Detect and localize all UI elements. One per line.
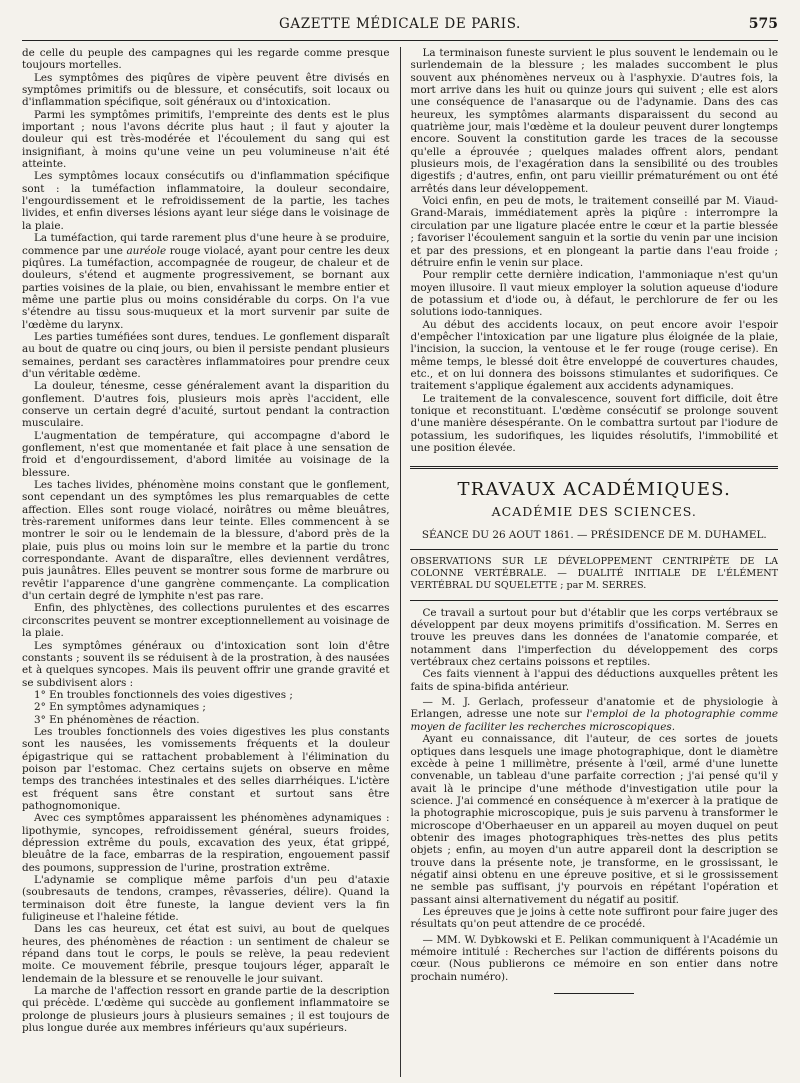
paragraph: L'augmentation de température, qui accompagne d'abord le gonflement, n'est que momentanée et fait place à une sensation de froid et d'engourdissement, d'abord limitée au voisinage de la blessure. [22,429,390,479]
text-run: La tuméfaction, qui tarde rarement plus d'une heure à se produire, commence par une [22,232,390,257]
paragraph: Dans les cas heureux, cet état est suivi, au bout de quelques heures, des phénomènes de réaction : un sentiment de chaleur se répand dans tout le corps, le pouls se relève, la peau redevient moite. Ce mouvement fébrile, presque toujours léger, apparaît le lendemain de la blessure et se renouvelle le jour suivant. [22,923,390,985]
paragraph: Les symptômes locaux consécutifs ou d'inflammation spécifique sont : la tuméfaction inflammatoire, la douleur secondaire, l'engourdissement et le refroidissement de la partie, les taches livides, et enfin diverses lésions ayant leur siége dans le voisinage de la plaie. [22,170,390,232]
end-rule [554,993,634,994]
paragraph: Le traitement de la convalescence, souvent fort difficile, doit être tonique et reconstituant. L'œdème consécutif se prolonge souvent d'une manière désespérante. On le combattra surtout par l'iodure de potassium, les sudorifiques, les liquides résolutifs, l'immobilité et une position élevée. [410,392,778,454]
journal-title: GAZETTE MÉDICALE DE PARIS. [279,16,521,32]
paragraph: Parmi les symptômes primitifs, l'empreinte des dents est le plus important ; nous l'avons décrite plus haut ; il faut y ajouter la douleur qui est très-modérée et l'écoulement du sang qui est insignifiant, à moins qu'une veine un peu volumineuse n'ait été atteinte. [22,108,390,171]
left-column [22,47,390,1077]
paragraph [22,232,390,331]
paragraph: La marche de l'affection ressort en grande partie de la description qui précède. L'œdème qui succède au gonflement inflammatoire se prolonge de plusieurs jours à plusieurs semaines ; il est toujours de plus longue durée aux membres inférieurs qu'aux supérieurs. [22,985,390,1035]
paragraph: La douleur, ténesme, cesse généralement avant la disparition du gonflement. D'autres fois, plusieurs mois après l'accident, elle conserve un certain degré d'acuité, surtout pendant la contraction musculaire. [22,380,390,430]
text-run: — M. J. Gerlach, professeur d'anatomie et de physiologie à Erlangen, adresse une note sur [410,696,778,721]
paragraph: Ces faits viennent à l'appui des déductions auxquelles prêtent les faits de spina-bifida antérieur. [410,668,778,693]
paragraph: de celle du peuple des campagnes qui les regarde comme presque toujours mortelles. [22,47,390,72]
divider [410,549,778,550]
section-rule [410,466,778,469]
italic-title: l'emploi de la photographie comme moyen de faciliter les recherches microscopiques. [410,708,778,733]
paragraph: Les taches livides, phénomène moins constant que le gonflement, sont cependant un des symptômes les plus remarquables de cette affection. Elles sont rouge violacé, noirâtres ou même bleuâtres, très-rarement uniformes dans leur teinte. Elles commencent à se montrer le soir ou le lendemain de la blessure, d'abord près de la plaie, puis plus ou moins loin sur le membre et la partie du tronc correspondante. Avant de disparaître, elles deviennent verdâtres, puis jaunâtres. Elles peuvent se montrer sous forme de marbrure ou revêtir l'apparence d'une gangrène commençante. La complication d'un certain degré de lymphite n'est pas rare. [22,479,390,603]
paragraph: Ce travail a surtout pour but d'établir que les corps vertébraux se développent par deux moyens primitifs d'ossification. M. Serres en trouve les preuves dans les données de l'anatomie comparée, et notamment dans l'imperfection du développement des corps vertébraux chez certains poissons et reptiles. [410,606,778,669]
paragraph: Voici enfin, en peu de mots, le traitement conseillé par M. Viaud-Grand-Marais, immédiatement après la piqûre : interrompre la circulation par une ligature placée entre le cœur et la partie blessée ; favoriser l'écoulement sanguin et la sortie du venin par une incision et par des pressions, et en plongeant la partie dans l'eau froide ; détruire enfin le venin sur place. [410,195,778,269]
paragraph: Pour remplir cette dernière indication, l'ammoniaque n'est qu'un moyen illusoire. Il vaut mieux employer la solution aqueuse d'iodure de potassium et d'iode ou, à défaut, le perchlorure de fer ou les solutions iodo-tanniques. [410,269,778,319]
paragraph: Au début des accidents locaux, on peut encore avoir l'espoir d'empêcher l'intoxication par une ligature plus éloignée de la plaie, l'incision, la succion, la ventouse et le fer rouge (rouge cerise). En même temps, le blessé doit être enveloppé de couvertures chaudes, etc., et on lui donnera des boissons stimulantes et sudorifiques. Ce traitement s'applique également aux accidents adynamiques. [410,318,778,393]
right-column [410,47,778,1077]
paragraph: Les troubles fonctionnels des voies digestives les plus constants sont les nausées, les vomissements fréquents et la douleur épigastrique qui se rattachent probablement à l'élimination du poison par l'estomac. Chez certains sujets on observe en même temps des tranchées intestinales et des selles diarrhéiques. L'ictère est fréquent sans être constant et surtout sans être pathognomonique. [22,725,390,812]
article-title: OBSERVATIONS SUR LE DÉVELOPPEMENT CENTRIPÈTE DE LA COLONNE VERTÉBRALE. — DUALITÉ INITIALE DE L'ÉLÉMENT VERTÉBRAL DU SQUELETTE ; par M. SERRES. [410,556,778,591]
paragraph: Les symptômes des piqûres de vipère peuvent être divisés en symptômes primitifs ou de blessure, et consécutifs, soit locaux ou d'inflammation spécifique, soit généraux ou d'intoxication. [22,71,390,109]
paragraph: Les parties tuméfiées sont dures, tendues. Le gonflement disparaît au bout de quatre ou cinq jours, ou bien il persiste pendant plusieurs semaines, perdant ses caractères inflammatoires pour prendre ceux d'un véritable œdème. [22,330,390,380]
page-header [22,14,778,41]
paragraph: Enfin, des phlyctènes, des collections purulentes et des escarres circonscrites peuvent se montrer exceptionnellement au voisinage de la plaie. [22,602,390,640]
list-item: 3° En phénomènes de réaction. [34,713,200,726]
section-title: TRAVAUX ACADÉMIQUES. [457,479,731,501]
italic-term: auréole [126,244,167,257]
list-item: 1° En troubles fonctionnels des voies digestives ; [34,688,293,701]
columns [22,47,778,1077]
divider [410,600,778,601]
paragraph: Les symptômes généraux ou d'intoxication sont loin d'être constants ; souvent ils se réduisent à de la prostration, à des nausées et à quelques syncopes. Mais ils peuvent offrir une grande gravité et se subdivisent alors : [22,639,390,689]
session-line: SÉANCE DU 26 AOUT 1861. — PRÉSIDENCE DE M. DUHAMEL. [421,529,767,542]
list-item: 2° En symptômes adynamiques ; [34,701,206,714]
paragraph: — MM. W. Dybkowski et E. Pelikan communiquent à l'Académie un mémoire intitulé : Recherches sur l'action de différents poisons du cœur. (Nous publierons ce mémoire en son entier dans notre prochain numéro). [410,933,778,983]
text-run: rouge violacé, ayant pour centre les deux piqûres. La tuméfaction, accompagnée de rougeur, de chaleur et de douleurs, s'étend et augmente progressivement, se bornant aux parties voisines de la plaie, ou bien, envahissant le membre entier et même une partie plus ou moins considérable du corps. On l'a vue s'étendre au tissu sous-muqueux et la mort survenir par suite de l'œdème du larynx. [22,244,390,331]
paragraph: Avec ces symptômes apparaissent les phénomènes adynamiques : lipothymie, syncopes, refroidissement général, sueurs froides, dépression extrême du pouls, excavation des yeux, état grippé, bleuâtre de la face, embarras de la respiration, engouement passif des poumons, suppression de l'urine, prostration extrême. [22,812,390,874]
paragraph [410,696,778,733]
paragraph: La terminaison funeste survient le plus souvent le lendemain ou le surlendemain de la blessure ; les malades succombent le plus souvent aux phénomènes nerveux ou à l'asphyxie. D'autres fois, la mort arrive dans les huit ou quinze jours qui suivent ; elle est alors une conséquence de l'anasarque ou de l'adynamie. Dans des cas heureux, les symptômes alarmants disparaissent du second au quatrième jour, mais l'œdème et la douleur peuvent durer longtemps encore. Souvent la constitution garde les traces de la secousse qu'elle a éprouvée ; quelques malades offrent alors, pendant plusieurs mois, de l'exagération dans la sensibilité ou des troubles digestifs ; d'autres, enfin, ont paru vieillir prématurément ou ont été arrêtés dans leur développement. [410,47,778,195]
academy-heading: ACADÉMIE DES SCIENCES. [491,504,697,520]
paragraph: L'adynamie se complique même parfois d'un peu d'ataxie (soubresauts de tendons, crampes, rêvasseries, délire). Quand la terminaison doit être funeste, la langue devient vers la fin fuligineuse et l'haleine fétide. [22,874,390,924]
page-number: 575 [748,16,778,32]
paragraph: Les épreuves que je joins à cette note suffiront pour faire juger des résultats qu'on peut attendre de ce procédé. [410,905,778,931]
paragraph: Ayant eu connaissance, dit l'auteur, de ces sortes de jouets optiques dans lesquels une image photographique, dont le diamètre excède à peine 1 millimètre, présente à l'œil, armé d'une lunette convenable, un tableau d'une parfaite correction ; j'ai pensé qu'il y avait là le principe d'une méthode d'investigation utile pour la science. J'ai commencé en conséquence à m'exercer à la pratique de la photographie microscopique, puis je suis parvenu à transformer le microscope d'Oberhaeuser en un appareil au moyen duquel on peut obtenir des images photographiques très-nettes des plus petits objets ; enfin, au moyen d'un autre appareil dont la description se trouve dans la présente note, je transforme, en le grossissant, le négatif ainsi obtenu en une épreuve positive, et si le grossissement ne semble pas suffisant, j'y pourvois en répétant l'opération et passant ainsi alternativement du négatif au positif. [410,733,778,906]
column-divider [400,47,401,1077]
